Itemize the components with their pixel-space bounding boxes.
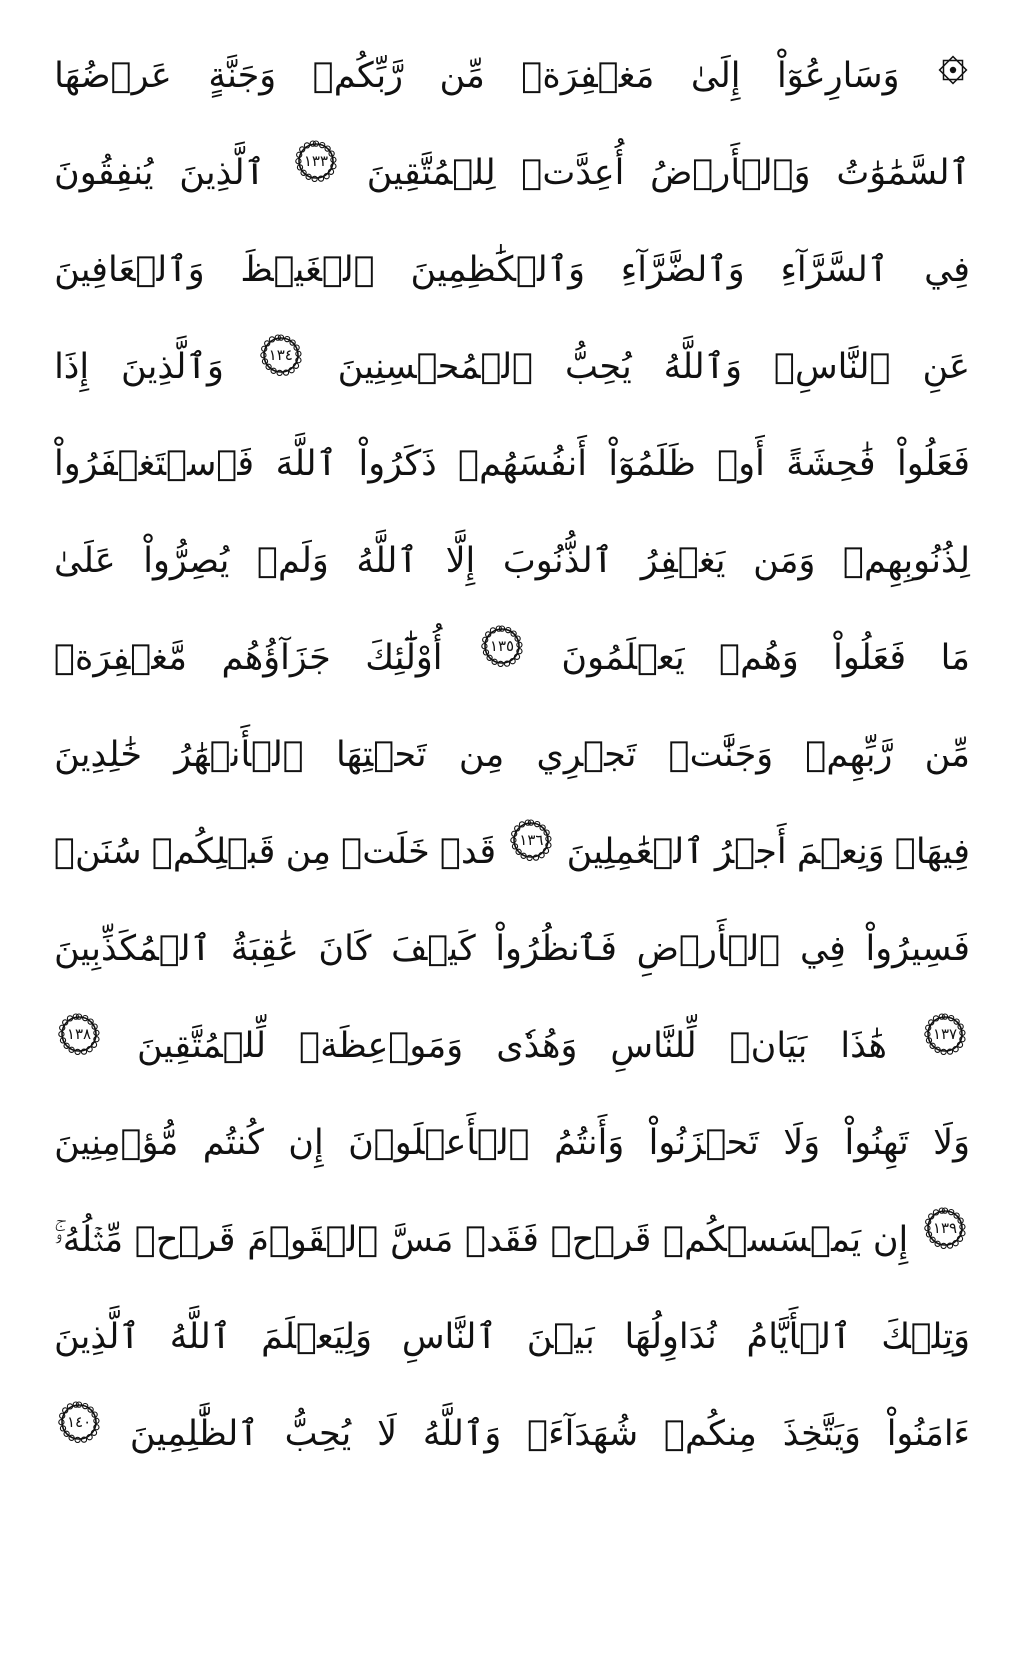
quran-word: شُهَدَآءَۗ (527, 1414, 639, 1454)
quran-line (54, 1095, 970, 1192)
quran-word: ٱللَّهُ (356, 541, 418, 581)
rub-el-hizb-icon (936, 53, 970, 87)
quran-word: رَّبِّهِمۡ (805, 735, 893, 775)
quran-line-inner (54, 1386, 970, 1483)
ayah-number-marker: ١٣٥ (479, 623, 525, 669)
quran-word: وَنِعۡمَ (796, 832, 885, 872)
quran-word: سُنَنٞ (54, 832, 142, 872)
quran-word: فِي (799, 929, 846, 969)
quran-word: أُوْلَٰٓئِكَ (365, 638, 443, 678)
quran-line-inner (54, 125, 970, 222)
quran-line (54, 1386, 970, 1483)
quran-word: عَٰقِبَةُ (230, 929, 299, 969)
quran-word: أَنفُسَهُمۡ (458, 444, 587, 484)
quran-word: يُحِبُّ (284, 1414, 352, 1454)
quran-line (54, 416, 970, 513)
mushaf-text-body (54, 28, 970, 1483)
quran-word: كُنتُم (202, 1123, 264, 1163)
quran-word: أُعِدَّتۡ (521, 153, 625, 193)
quran-line (54, 28, 970, 125)
quran-word: لِّلۡمُتَّقِينَ (137, 1026, 267, 1066)
quran-word: لِلۡمُتَّقِينَ (366, 153, 496, 193)
quran-word: ٱلذُّنُوبَ (502, 541, 614, 581)
quran-word: ٱللَّهُ (169, 1317, 232, 1357)
quran-word: لِذُنُوبِهِمۡ (842, 541, 970, 581)
quran-word: ٱلۡمُكَذِّبِينَ (54, 929, 212, 969)
quran-word: ذَكَرُواْ (358, 444, 437, 484)
quran-word: قَرۡحٞ (550, 1220, 652, 1260)
quran-word: وَتِلۡكَ (881, 1317, 970, 1357)
quran-word: لِّلنَّاسِ (610, 1026, 697, 1066)
quran-word: يُصِرُّواْ (143, 541, 230, 581)
quran-word: يُحِبُّ (565, 347, 632, 387)
quran-word: مِن (458, 735, 505, 775)
quran-word: وَلَمۡ (256, 541, 329, 581)
quran-word: مِّثۡلُهُۥۚ (54, 1220, 124, 1260)
ayah-number-marker: ١٣٤ (258, 332, 304, 378)
quran-word: ٱلۡعَٰمِلِينَ (566, 832, 705, 872)
quran-word: فَٰحِشَةً (786, 444, 876, 484)
quran-line-inner (54, 319, 970, 416)
quran-word: وَٱلۡأَرۡضُ (650, 153, 811, 193)
quran-line-inner (54, 707, 970, 804)
quran-word: يُنفِقُونَ (54, 153, 154, 193)
quran-word: وَهُمۡ (719, 638, 799, 678)
quran-word: وَهُدٗى (496, 1026, 578, 1066)
quran-word: قَبۡلِكُمۡ (151, 832, 276, 872)
quran-word: ٱلۡغَيۡظَ (240, 250, 375, 290)
quran-word: فِيهَاۚ (894, 832, 970, 872)
quran-line (54, 1289, 970, 1386)
quran-line (54, 222, 970, 319)
quran-word: وَلَا (933, 1123, 970, 1163)
quran-line (54, 804, 970, 901)
quran-word: فَعَلُواْ (896, 444, 970, 484)
quran-word: خَٰلِدِينَ (54, 735, 143, 775)
quran-word: مِن (285, 832, 331, 872)
quran-line-inner (54, 610, 970, 707)
quran-line-inner (54, 513, 970, 610)
quran-word: وَمَوۡعِظَةٞ (299, 1026, 464, 1066)
quran-word: وَجَنَّٰتٞ (668, 735, 774, 775)
quran-word: فَٱسۡتَغۡفَرُواْ (54, 444, 255, 484)
quran-word: وَأَنتُمُ (554, 1123, 625, 1163)
ayah-number-marker: ١٣٨ (56, 1011, 102, 1057)
quran-word: وَلَا (783, 1123, 821, 1163)
quran-word: مِّن (439, 56, 485, 96)
ayah-number-marker: ١٣٣ (293, 138, 339, 184)
quran-word: إِن (288, 1123, 324, 1163)
quran-line-inner (54, 222, 970, 319)
quran-word: ٱلظَّٰلِمِينَ (129, 1414, 259, 1454)
quran-line-inner (54, 804, 970, 901)
quran-line (54, 125, 970, 222)
quran-word: كَانَ (318, 929, 372, 969)
quran-line (54, 319, 970, 416)
quran-word: بَيَانٞ (729, 1026, 808, 1066)
quran-word: ظَلَمُوٓاْ (608, 444, 696, 484)
quran-word: تَحۡزَنُواْ (648, 1123, 759, 1163)
quran-word: ٱلۡأَرۡضِ (636, 929, 781, 969)
quran-word: ٱلنَّاسِ (401, 1317, 497, 1357)
quran-word: فَعَلُواْ (833, 638, 907, 678)
quran-line (54, 998, 970, 1095)
quran-word: عَلَىٰ (54, 541, 116, 581)
quran-word: وَٱللَّهُ (663, 347, 743, 387)
quran-word: يَعۡلَمُونَ (561, 638, 685, 678)
quran-word: يَغۡفِرُ (640, 541, 726, 581)
quran-line-inner (54, 1289, 970, 1386)
quran-word: مَا (940, 638, 970, 678)
quran-word: تَهِنُواْ (844, 1123, 909, 1163)
quran-word: أَوۡ (717, 444, 765, 484)
quran-word: ٱلۡقَوۡمَ (247, 1220, 379, 1260)
quran-word: جَزَآؤُهُم (221, 638, 331, 678)
quran-word: وَٱلۡعَافِينَ (54, 250, 205, 290)
quran-word: ٱلۡمُحۡسِنِينَ (337, 347, 534, 387)
quran-word: مِّن (924, 735, 970, 775)
quran-word: لَا (377, 1414, 398, 1454)
quran-word: إِذَا (54, 347, 90, 387)
quran-word: بَيۡنَ (526, 1317, 595, 1357)
quran-line (54, 901, 970, 998)
quran-word: ءَامَنُواْ (886, 1414, 970, 1454)
quran-word: مُّؤۡمِنِينَ (54, 1123, 179, 1163)
quran-word: ٱلۡأَنۡهَٰرُ (174, 735, 304, 775)
quran-word: ٱلَّذِينَ (54, 1317, 140, 1357)
quran-word: ٱلۡأَيَّامُ (746, 1317, 852, 1357)
quran-word: رَّبِّكُمۡ (312, 56, 403, 96)
quran-word: وَيَتَّخِذَ (782, 1414, 861, 1454)
quran-line-inner (54, 1095, 970, 1192)
quran-word: ٱلۡأَعۡلَوۡنَ (348, 1123, 530, 1163)
quran-word: ٱلسَّرَّآءِ (780, 250, 889, 290)
quran-word: عَرۡضُهَا (54, 56, 172, 96)
quran-word: وَمَن (753, 541, 816, 581)
quran-word: مَسَّ (390, 1220, 454, 1260)
quran-word: أَجۡرُ (714, 832, 787, 872)
quran-line (54, 1192, 970, 1289)
quran-word: تَحۡتِهَا (335, 735, 427, 775)
quran-word: وَٱلضَّرَّآءِ (620, 250, 745, 290)
quran-word: فَٱنظُرُواْ (495, 929, 617, 969)
quran-word: خَلَتۡ (341, 832, 430, 872)
quran-word: ٱللَّهَ (275, 444, 338, 484)
quran-word: تَجۡرِي (536, 735, 637, 775)
quran-line-inner (54, 28, 970, 125)
quran-word: وَجَنَّةٍ (208, 56, 277, 96)
quran-word: ٱلسَّمَٰوَٰتُ (836, 153, 970, 193)
quran-word: كَيۡفَ (391, 929, 476, 969)
quran-word: وَلِيَعۡلَمَ (261, 1317, 372, 1357)
quran-word: فِي (924, 250, 970, 290)
ayah-number-marker: ١٣٧ (922, 1011, 968, 1057)
quran-word: هَٰذَا (840, 1026, 887, 1066)
quran-word: ٱلنَّاسِۗ (773, 347, 891, 387)
quran-word: فَسِيرُواْ (865, 929, 970, 969)
quran-word: وَٱللَّهُ (422, 1414, 502, 1454)
quran-word: إِلَّا (445, 541, 476, 581)
ayah-number-marker: ١٤٠ (56, 1399, 102, 1445)
quran-word: قَدۡ (440, 832, 497, 872)
ayah-number-marker: ١٣٦ (508, 817, 554, 863)
quran-word: فَقَدۡ (465, 1220, 539, 1260)
quran-word: قَرۡحٞ (134, 1220, 236, 1260)
quran-word: إِن (872, 1220, 909, 1260)
quran-word: وَٱلۡكَٰظِمِينَ (410, 250, 586, 290)
quran-line (54, 513, 970, 610)
quran-line (54, 707, 970, 804)
quran-word: يَمۡسَسۡكُمۡ (663, 1220, 862, 1260)
quran-line-inner (54, 416, 970, 513)
quran-word: عَنِ (922, 347, 970, 387)
quran-word: مَغۡفِرَةٖ (521, 56, 655, 96)
quran-word: مِنكُمۡ (663, 1414, 757, 1454)
quran-word: ٱلَّذِينَ (179, 153, 266, 193)
quran-line-inner (54, 1192, 970, 1289)
quran-word: إِلَىٰ (690, 56, 741, 96)
quran-word: مَّغۡفِرَةٞ (54, 638, 188, 678)
quran-word: وَسَارِعُوٓاْ (777, 56, 900, 96)
quran-word: نُدَاوِلُهَا (624, 1317, 717, 1357)
ayah-number-marker: ١٣٩ (922, 1205, 968, 1251)
quran-line-inner (54, 998, 970, 1095)
quran-line-inner (54, 901, 970, 998)
quran-line (54, 610, 970, 707)
quran-word: وَٱلَّذِينَ (121, 347, 224, 387)
